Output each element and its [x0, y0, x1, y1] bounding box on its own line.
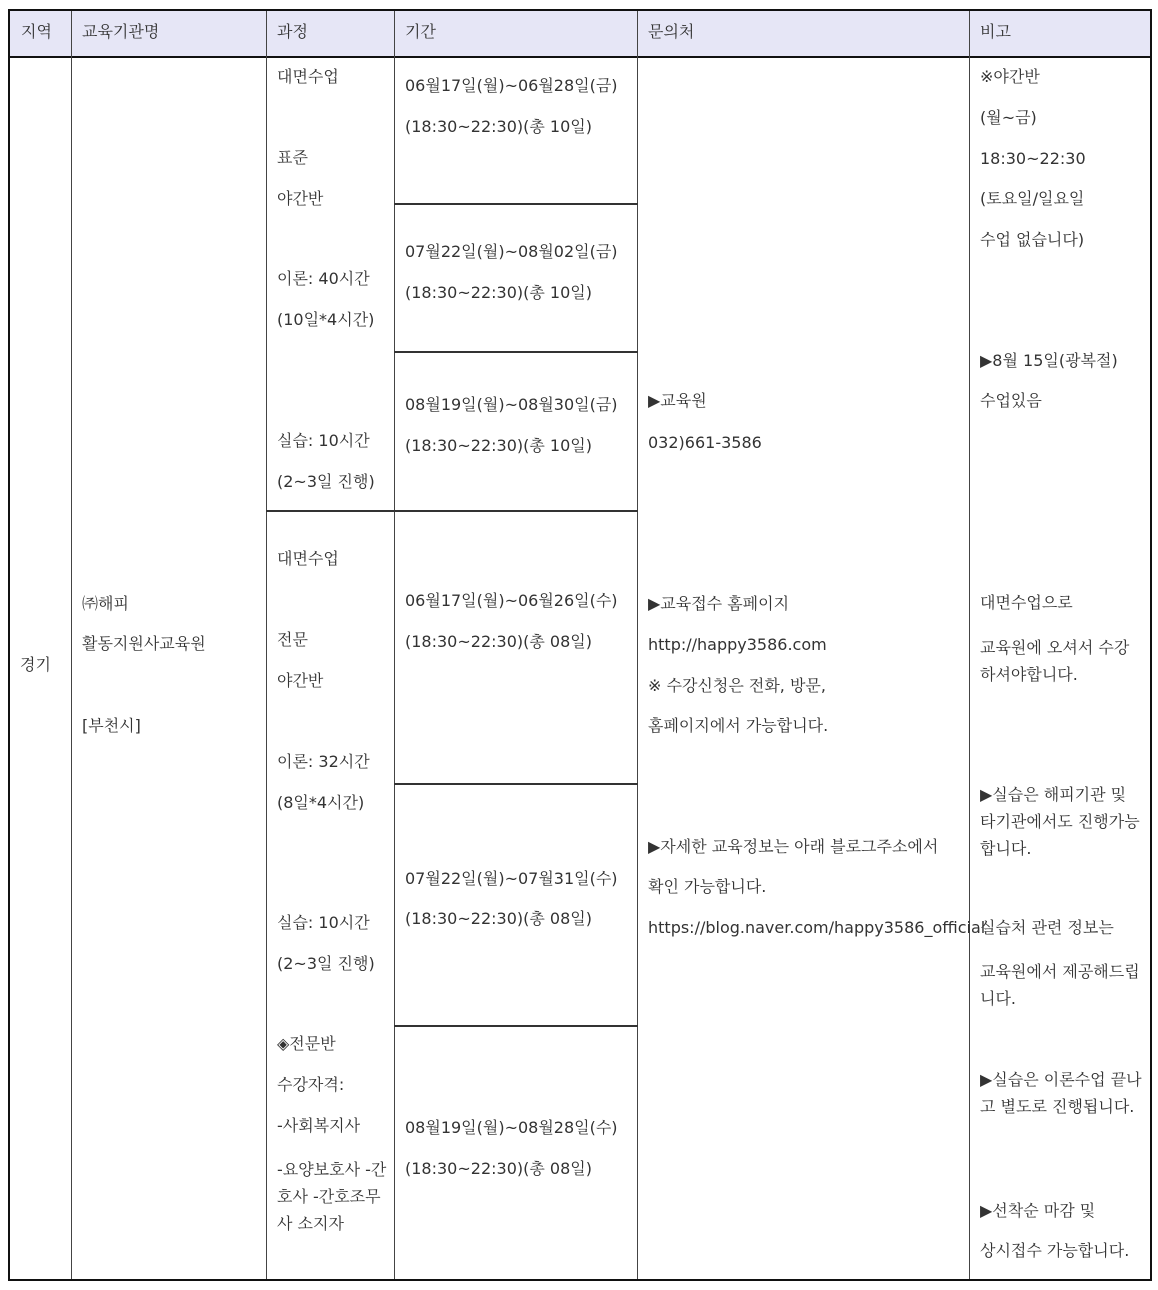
note-night-days: (월~금): [980, 108, 1037, 127]
institution-name-line1: ㈜해피: [82, 594, 129, 613]
expert-qualification-item: -사회복지사: [277, 1116, 361, 1135]
note-weekend: 수업 없습니다): [980, 230, 1085, 249]
note-weekend: (토요일/일요일: [980, 189, 1085, 208]
contact-blog-note: 확인 가능합니다.: [648, 877, 767, 896]
standard-type: 표준: [277, 148, 308, 167]
period-time: (18:30~22:30)(총 10일): [405, 283, 592, 302]
contact-blog-note: ▶자세한 교육정보는 아래 블로그주소에서: [648, 837, 939, 856]
period-time: (18:30~22:30)(총 08일): [405, 632, 592, 651]
contact-office-label: ▶교육원: [648, 391, 707, 410]
note-in-person: 대면수업으로: [980, 593, 1073, 612]
contact-apply-note: ※ 수강신청은 전화, 방문,: [648, 676, 826, 695]
period-dates: 08월19일(월)~08월28일(수): [405, 1118, 618, 1137]
period-divider: [394, 351, 638, 353]
period-divider: [394, 510, 638, 512]
header-institution: 교육기관명: [82, 22, 160, 41]
education-schedule-table: [8, 9, 1152, 1281]
expert-qualification-item: -요양보호사 -간호사 -간호조무사 소지자: [277, 1160, 387, 1233]
note-in-person: 교육원에 오셔서 수강하셔야합니다.: [980, 638, 1130, 684]
expert-theory-detail: (8일*4시간): [277, 793, 365, 812]
contact-web-label: ▶교육접수 홈페이지: [648, 594, 790, 613]
expert-type: 전문: [277, 630, 308, 649]
period-divider: [394, 783, 638, 785]
standard-theory: 이론: 40시간: [277, 269, 370, 288]
standard-theory-detail: (10일*4시간): [277, 310, 375, 329]
header-course: 과정: [277, 22, 308, 41]
note-practice-info: 실습처 관련 정보는: [980, 918, 1114, 937]
period-dates: 06월17일(월)~06월26일(수): [405, 591, 618, 610]
note-holiday: ▶8월 15일(광복절): [980, 351, 1118, 370]
header-region: 지역: [21, 22, 52, 41]
header-contact: 문의처: [648, 22, 695, 41]
standard-practice-detail: (2~3일 진행): [277, 472, 375, 491]
period-divider: [394, 203, 638, 205]
expert-mode: 대면수업: [277, 549, 339, 568]
note-holiday: 수업있음: [980, 391, 1042, 410]
column-divider: [637, 11, 638, 1279]
expert-theory: 이론: 32시간: [277, 752, 370, 771]
contact-apply-note: 홈페이지에서 가능합니다.: [648, 716, 829, 735]
standard-practice: 실습: 10시간: [277, 431, 370, 450]
period-dates: 06월17일(월)~06월28일(금): [405, 76, 618, 95]
column-divider: [394, 11, 395, 1279]
expert-qualification-label: 수강자격:: [277, 1075, 345, 1094]
expert-class: 야간반: [277, 671, 324, 690]
institution-city: [부천시]: [82, 716, 141, 735]
expert-practice-detail: (2~3일 진행): [277, 954, 375, 973]
period-time: (18:30~22:30)(총 10일): [405, 117, 592, 136]
note-practice-separate: ▶실습은 이론수업 끝나고 별도로 진행됩니다.: [980, 1070, 1142, 1116]
region-cell: 경기: [20, 655, 51, 674]
note-night-title: ※야간반: [980, 67, 1040, 86]
period-dates: 07월22일(월)~07월31일(수): [405, 869, 618, 888]
standard-class: 야간반: [277, 189, 324, 208]
course-divider: [266, 510, 395, 512]
institution-name-line2: 활동지원사교육원: [82, 634, 206, 653]
note-practice-info: 교육원에서 제공해드립니다.: [980, 962, 1140, 1008]
expert-qualification-title: ◈전문반: [277, 1034, 336, 1053]
period-time: (18:30~22:30)(총 10일): [405, 436, 592, 455]
period-dates: 08월19일(월)~08월30일(금): [405, 395, 618, 414]
period-time: (18:30~22:30)(총 08일): [405, 1159, 592, 1178]
expert-practice: 실습: 10시간: [277, 913, 370, 932]
table-header-row: [10, 11, 1150, 58]
contact-blog-link[interactable]: https://blog.naver.com/happy3586_official: [648, 918, 986, 937]
contact-web-link[interactable]: http://happy3586.com: [648, 635, 827, 654]
column-divider: [71, 11, 72, 1279]
note-first-come: 상시접수 가능합니다.: [980, 1241, 1130, 1260]
standard-mode: 대면수업: [277, 67, 339, 86]
column-divider: [266, 11, 267, 1279]
note-night-time: 18:30~22:30: [980, 149, 1086, 168]
contact-office-phone[interactable]: 032)661-3586: [648, 433, 762, 452]
period-divider: [394, 1025, 638, 1027]
header-period: 기간: [405, 22, 436, 41]
note-practice: ▶실습은 해피기관 및 타기관에서도 진행가능합니다.: [980, 785, 1140, 858]
period-dates: 07월22일(월)~08월02일(금): [405, 242, 618, 261]
period-time: (18:30~22:30)(총 08일): [405, 909, 592, 928]
header-note: 비고: [980, 22, 1011, 41]
note-first-come: ▶선착순 마감 및: [980, 1201, 1096, 1220]
column-divider: [969, 11, 970, 1279]
